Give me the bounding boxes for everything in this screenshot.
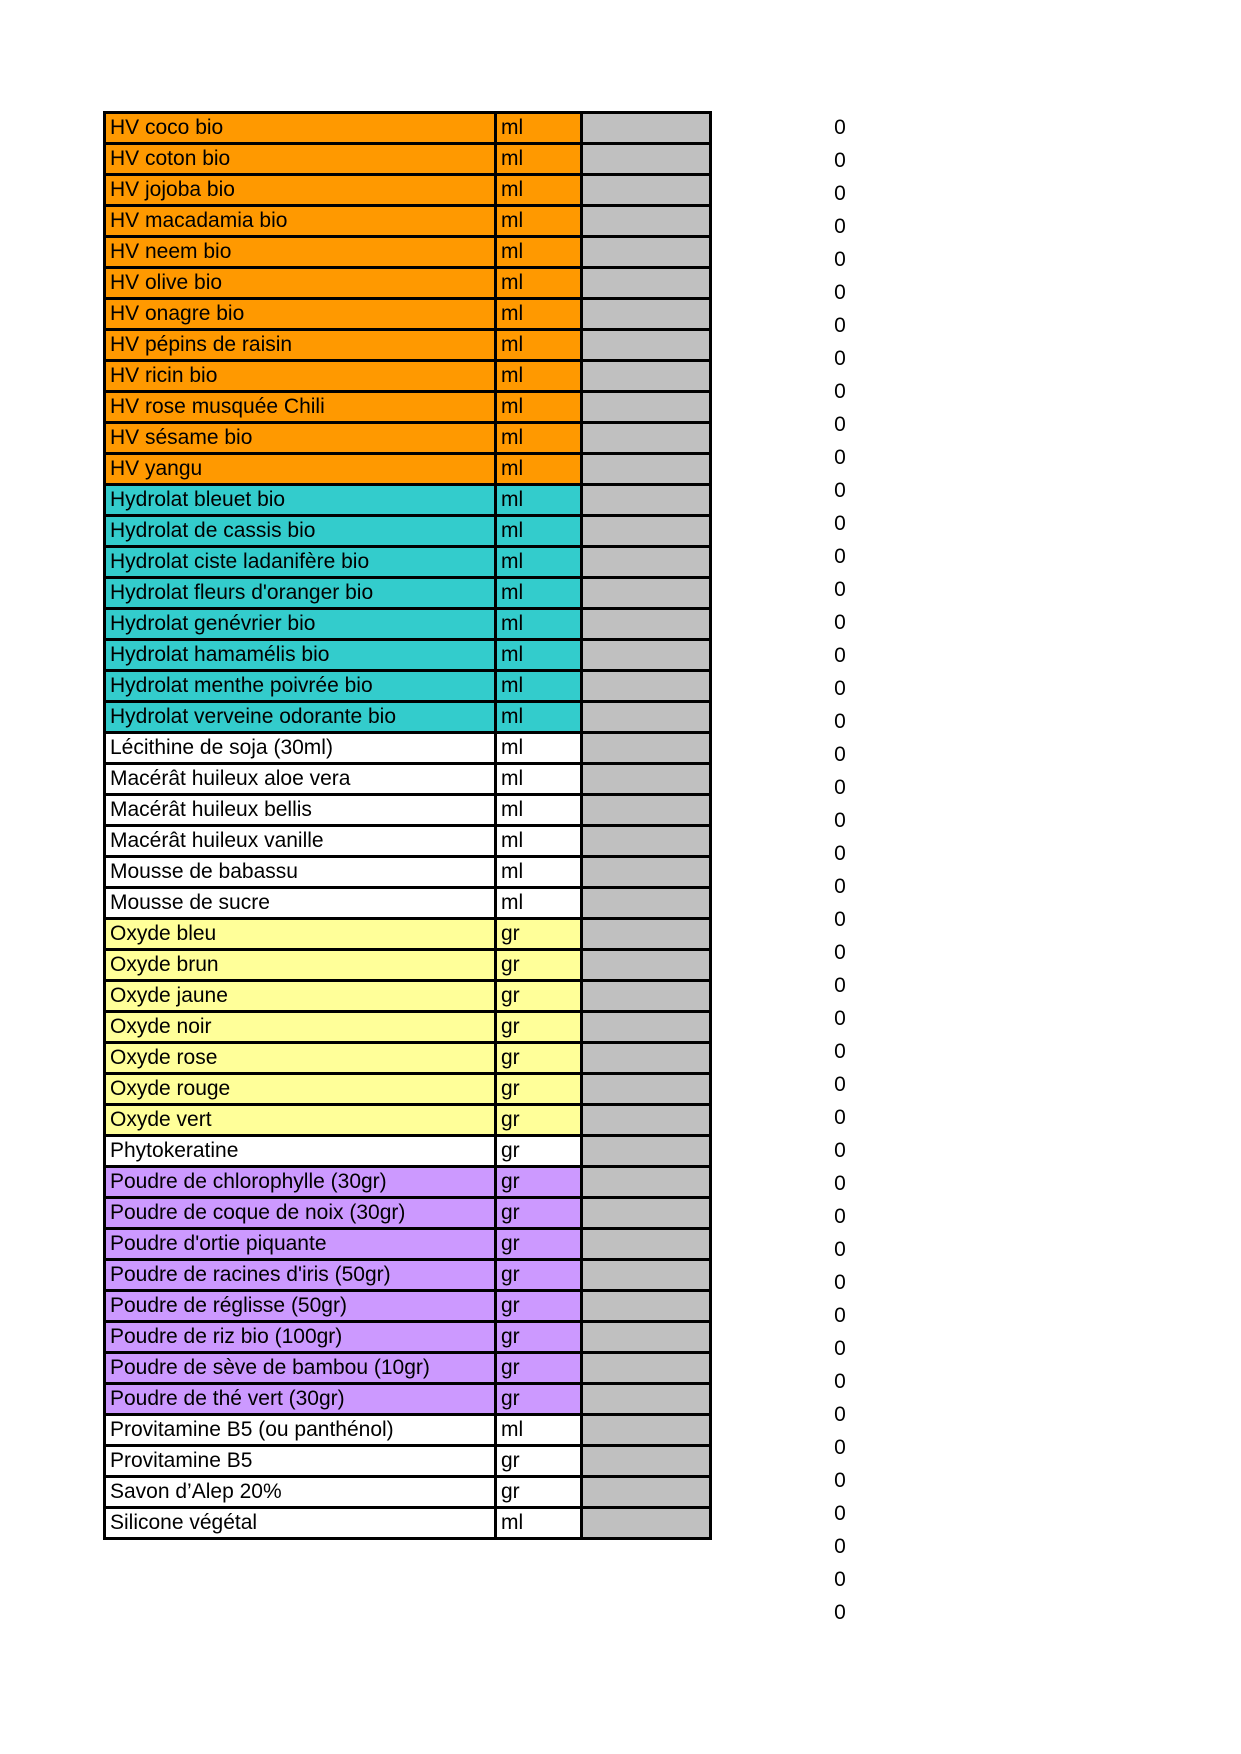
ingredient-name-cell[interactable]: Hydrolat genévrier bio [105,609,496,640]
row-total-value: 0 [834,413,846,436]
ingredient-name-cell[interactable]: Hydrolat verveine odorante bio [105,702,496,733]
ingredient-row [105,454,711,485]
ingredient-name-cell[interactable]: HV coco bio [105,113,496,144]
row-total-value: 0 [834,1040,846,1063]
ingredient-row [105,1291,711,1322]
ingredient-row [105,1074,711,1105]
ingredient-row [105,1353,711,1384]
unit-cell[interactable]: gr [496,1105,582,1136]
quantity-input-cell[interactable] [582,640,711,671]
ingredient-name-cell[interactable]: Macérât huileux bellis [105,795,496,826]
quantity-input-cell[interactable] [582,578,711,609]
ingredient-name-cell[interactable]: Provitamine B5 [105,1446,496,1477]
row-total-value: 0 [834,908,846,931]
ingredient-name-cell[interactable]: Oxyde rouge [105,1074,496,1105]
unit-cell[interactable]: ml [496,423,582,454]
ingredient-name-cell[interactable]: Oxyde noir [105,1012,496,1043]
unit-cell[interactable]: ml [496,733,582,764]
ingredient-name-cell[interactable]: Poudre de chlorophylle (30gr) [105,1167,496,1198]
unit-cell[interactable]: ml [496,206,582,237]
quantity-input-cell[interactable] [582,1415,711,1446]
quantity-input-cell[interactable] [582,1260,711,1291]
ingredient-name-cell[interactable]: Mousse de sucre [105,888,496,919]
ingredient-row [105,702,711,733]
row-total-value: 0 [834,446,846,469]
ingredient-row [105,237,711,268]
row-total-value: 0 [834,314,846,337]
row-total-value: 0 [834,281,846,304]
quantity-input-cell[interactable] [582,1322,711,1353]
quantity-input-cell[interactable] [582,950,711,981]
ingredient-row [105,950,711,981]
ingredient-name-cell[interactable]: Poudre de thé vert (30gr) [105,1384,496,1415]
ingredient-name-cell[interactable]: Oxyde brun [105,950,496,981]
ingredient-row [105,485,711,516]
unit-cell[interactable]: gr [496,1043,582,1074]
quantity-input-cell[interactable] [582,671,711,702]
row-total-value: 0 [834,677,846,700]
row-total-value: 0 [834,1568,846,1591]
ingredient-table [103,111,712,1540]
ingredient-name-cell[interactable]: Poudre de réglisse (50gr) [105,1291,496,1322]
ingredient-name-cell[interactable]: Poudre de coque de noix (30gr) [105,1198,496,1229]
ingredient-row [105,826,711,857]
ingredient-row [105,733,711,764]
ingredient-name-cell[interactable]: Oxyde jaune [105,981,496,1012]
row-total-value: 0 [834,842,846,865]
row-total-value: 0 [834,1403,846,1426]
unit-cell[interactable]: gr [496,1353,582,1384]
ingredient-row [105,1260,711,1291]
row-total-value: 0 [834,1436,846,1459]
quantity-input-cell[interactable] [582,1229,711,1260]
ingredient-row [105,981,711,1012]
ingredient-name-cell[interactable]: Poudre de sève de bambou (10gr) [105,1353,496,1384]
unit-cell[interactable]: ml [496,268,582,299]
quantity-input-cell[interactable] [582,919,711,950]
ingredient-row [105,1043,711,1074]
quantity-input-cell[interactable] [582,330,711,361]
row-total-value: 0 [834,1370,846,1393]
unit-cell[interactable]: ml [496,175,582,206]
ingredient-name-cell[interactable]: Silicone végétal [105,1508,496,1539]
quantity-input-cell[interactable] [582,1508,711,1539]
unit-cell[interactable]: gr [496,919,582,950]
quantity-input-cell[interactable] [582,516,711,547]
row-total-value: 0 [834,248,846,271]
unit-cell[interactable]: ml [496,764,582,795]
row-total-value: 0 [834,578,846,601]
unit-cell[interactable]: ml [496,547,582,578]
ingredient-row [105,299,711,330]
ingredient-row [105,640,711,671]
ingredient-name-cell[interactable]: HV olive bio [105,268,496,299]
row-total-value: 0 [834,809,846,832]
ingredient-name-cell[interactable]: Hydrolat hamamélis bio [105,640,496,671]
unit-cell[interactable]: ml [496,857,582,888]
unit-cell[interactable]: gr [496,1012,582,1043]
row-total-value: 0 [834,1106,846,1129]
ingredient-name-cell[interactable]: Hydrolat bleuet bio [105,485,496,516]
ingredient-row [105,671,711,702]
ingredient-row [105,113,711,144]
quantity-input-cell[interactable] [582,857,711,888]
unit-cell[interactable]: gr [496,950,582,981]
row-total-value: 0 [834,1139,846,1162]
ingredient-name-cell[interactable]: Phytokeratine [105,1136,496,1167]
ingredient-row [105,1105,711,1136]
quantity-input-cell[interactable] [582,1136,711,1167]
quantity-input-cell[interactable] [582,1353,711,1384]
unit-cell[interactable]: ml [496,640,582,671]
ingredient-name-cell[interactable]: HV macadamia bio [105,206,496,237]
ingredient-row [105,268,711,299]
ingredient-row [105,144,711,175]
ingredient-name-cell[interactable]: Mousse de babassu [105,857,496,888]
ingredient-name-cell[interactable]: HV onagre bio [105,299,496,330]
unit-cell[interactable]: ml [496,454,582,485]
unit-cell[interactable]: gr [496,1477,582,1508]
ingredient-name-cell[interactable]: Macérât huileux aloe vera [105,764,496,795]
quantity-input-cell[interactable] [582,826,711,857]
row-total-value: 0 [834,545,846,568]
row-total-value: 0 [834,1304,846,1327]
row-total-value: 0 [834,116,846,139]
row-total-value: 0 [834,941,846,964]
unit-cell[interactable]: ml [496,609,582,640]
row-total-value: 0 [834,776,846,799]
ingredient-row [105,1508,711,1539]
unit-cell[interactable]: ml [496,888,582,919]
unit-cell[interactable]: gr [496,981,582,1012]
ingredient-name-cell[interactable]: HV sésame bio [105,423,496,454]
quantity-input-cell[interactable] [582,1198,711,1229]
quantity-input-cell[interactable] [582,764,711,795]
ingredient-row [105,919,711,950]
ingredient-row [105,1136,711,1167]
unit-cell[interactable]: gr [496,1229,582,1260]
ingredient-name-cell[interactable]: Provitamine B5 (ou panthénol) [105,1415,496,1446]
row-total-value: 0 [834,479,846,502]
quantity-input-cell[interactable] [582,1105,711,1136]
quantity-input-cell[interactable] [582,1477,711,1508]
quantity-input-cell[interactable] [582,609,711,640]
quantity-input-cell[interactable] [582,1012,711,1043]
quantity-input-cell[interactable] [582,981,711,1012]
unit-cell[interactable]: ml [496,578,582,609]
quantity-input-cell[interactable] [582,485,711,516]
unit-cell[interactable]: gr [496,1260,582,1291]
quantity-input-cell[interactable] [582,268,711,299]
ingredient-name-cell[interactable]: Oxyde rose [105,1043,496,1074]
ingredient-row [105,361,711,392]
unit-cell[interactable]: ml [496,392,582,423]
row-total-value: 0 [834,380,846,403]
unit-cell[interactable]: ml [496,516,582,547]
unit-cell[interactable]: ml [496,671,582,702]
row-total-value: 0 [834,149,846,172]
quantity-input-cell[interactable] [582,1446,711,1477]
ingredient-name-cell[interactable]: Hydrolat ciste ladanifère bio [105,547,496,578]
ingredient-row [105,1322,711,1353]
row-total-value: 0 [834,512,846,535]
row-total-value: 0 [834,611,846,634]
unit-cell[interactable]: gr [496,1446,582,1477]
row-total-value: 0 [834,875,846,898]
ingredient-row [105,1477,711,1508]
row-total-value: 0 [834,1271,846,1294]
quantity-input-cell[interactable] [582,299,711,330]
ingredient-row [105,578,711,609]
quantity-input-cell[interactable] [582,423,711,454]
unit-cell[interactable]: ml [496,237,582,268]
quantity-input-cell[interactable] [582,113,711,144]
unit-cell[interactable]: ml [496,299,582,330]
ingredient-name-cell[interactable]: Poudre d'ortie piquante [105,1229,496,1260]
unit-cell[interactable]: ml [496,113,582,144]
ingredient-table-body [105,113,711,1539]
row-total-value: 0 [834,1337,846,1360]
ingredient-row [105,1415,711,1446]
unit-cell[interactable]: gr [496,1384,582,1415]
row-total-value: 0 [834,1535,846,1558]
ingredient-name-cell[interactable]: Savon d’Alep 20% [105,1477,496,1508]
unit-cell[interactable]: ml [496,795,582,826]
unit-cell[interactable]: ml [496,330,582,361]
unit-cell[interactable]: gr [496,1322,582,1353]
ingredient-name-cell[interactable]: HV jojoba bio [105,175,496,206]
unit-cell[interactable]: ml [496,144,582,175]
row-total-value: 0 [834,182,846,205]
unit-cell[interactable]: gr [496,1074,582,1105]
quantity-input-cell[interactable] [582,237,711,268]
quantity-input-cell[interactable] [582,1384,711,1415]
quantity-input-cell[interactable] [582,547,711,578]
ingredient-row [105,423,711,454]
unit-cell[interactable]: ml [496,826,582,857]
ingredient-row [105,888,711,919]
row-total-value: 0 [834,1172,846,1195]
row-total-value: 0 [834,1469,846,1492]
ingredient-name-cell[interactable]: Macérât huileux vanille [105,826,496,857]
row-total-value: 0 [834,347,846,370]
ingredient-row [105,764,711,795]
ingredient-row [105,857,711,888]
unit-cell[interactable]: gr [496,1291,582,1322]
row-total-value: 0 [834,644,846,667]
ingredient-name-cell[interactable]: HV neem bio [105,237,496,268]
quantity-input-cell[interactable] [582,175,711,206]
ingredient-row [105,392,711,423]
ingredient-row [105,1229,711,1260]
unit-cell[interactable]: gr [496,1198,582,1229]
unit-cell[interactable]: ml [496,361,582,392]
row-total-value: 0 [834,1502,846,1525]
ingredient-row [105,1012,711,1043]
ingredient-name-cell[interactable]: HV rose musquée Chili [105,392,496,423]
ingredient-name-cell[interactable]: HV coton bio [105,144,496,175]
row-total-value: 0 [834,1073,846,1096]
ingredient-row [105,206,711,237]
ingredient-name-cell[interactable]: Lécithine de soja (30ml) [105,733,496,764]
quantity-input-cell[interactable] [582,454,711,485]
quantity-input-cell[interactable] [582,1291,711,1322]
ingredient-row [105,330,711,361]
ingredient-name-cell[interactable]: Hydrolat de cassis bio [105,516,496,547]
quantity-input-cell[interactable] [582,392,711,423]
ingredient-row [105,175,711,206]
quantity-input-cell[interactable] [582,733,711,764]
row-total-value: 0 [834,743,846,766]
quantity-input-cell[interactable] [582,795,711,826]
unit-cell[interactable]: gr [496,1167,582,1198]
unit-cell[interactable]: ml [496,485,582,516]
unit-cell[interactable]: gr [496,1136,582,1167]
quantity-input-cell[interactable] [582,206,711,237]
row-total-value: 0 [834,974,846,997]
quantity-input-cell[interactable] [582,1167,711,1198]
unit-cell[interactable]: ml [496,702,582,733]
ingredient-name-cell[interactable]: Poudre de racines d'iris (50gr) [105,1260,496,1291]
row-total-value: 0 [834,710,846,733]
ingredient-row [105,795,711,826]
ingredient-row [105,1384,711,1415]
row-total-value: 0 [834,1601,846,1624]
ingredient-row [105,547,711,578]
row-total-value: 0 [834,1007,846,1030]
row-total-value: 0 [834,215,846,238]
row-total-value: 0 [834,1238,846,1261]
unit-cell[interactable]: ml [496,1415,582,1446]
quantity-input-cell[interactable] [582,888,711,919]
unit-cell[interactable]: ml [496,1508,582,1539]
ingredient-row [105,1198,711,1229]
ingredient-name-cell[interactable]: Poudre de riz bio (100gr) [105,1322,496,1353]
ingredient-name-cell[interactable]: Oxyde vert [105,1105,496,1136]
ingredient-name-cell[interactable]: HV yangu [105,454,496,485]
ingredient-row [105,1446,711,1477]
ingredient-row [105,609,711,640]
quantity-input-cell[interactable] [582,144,711,175]
quantity-input-cell[interactable] [582,361,711,392]
ingredient-row [105,1167,711,1198]
ingredient-name-cell[interactable]: Oxyde bleu [105,919,496,950]
quantity-input-cell[interactable] [582,1043,711,1074]
row-total-value: 0 [834,1205,846,1228]
ingredient-row [105,516,711,547]
quantity-input-cell[interactable] [582,702,711,733]
ingredient-name-cell[interactable]: HV ricin bio [105,361,496,392]
ingredient-name-cell[interactable]: Hydrolat menthe poivrée bio [105,671,496,702]
totals-column [820,111,860,1629]
ingredient-name-cell[interactable]: Hydrolat fleurs d'oranger bio [105,578,496,609]
ingredient-name-cell[interactable]: HV pépins de raisin [105,330,496,361]
quantity-input-cell[interactable] [582,1074,711,1105]
